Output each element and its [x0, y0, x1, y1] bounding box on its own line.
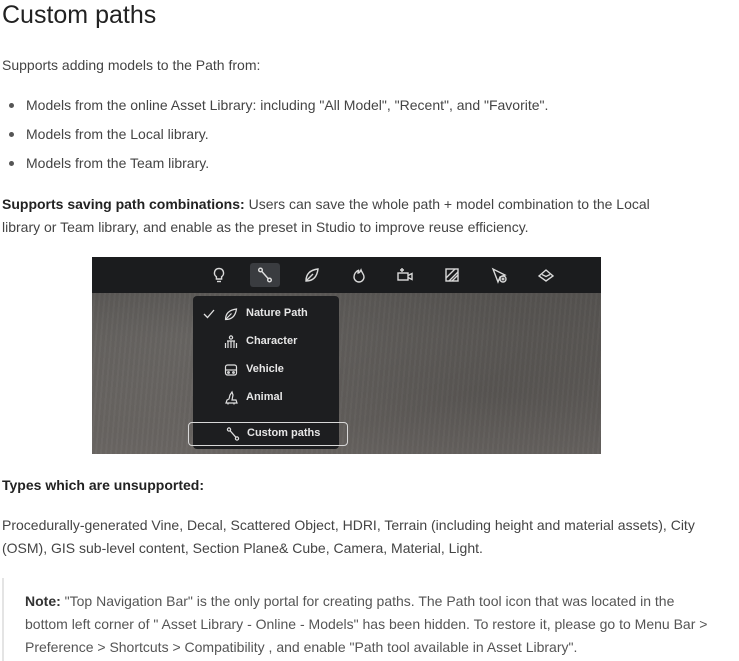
- vehicle-icon: [223, 362, 239, 378]
- save-label: Supports saving path combinations:: [2, 196, 245, 212]
- bulb-icon[interactable]: [204, 263, 234, 287]
- unsupported-heading: [2, 474, 204, 497]
- camera-add-icon[interactable]: [390, 263, 420, 287]
- fire-icon[interactable]: [344, 263, 374, 287]
- menu-item-nature-path[interactable]: [193, 303, 339, 325]
- menu-item-label: Character: [246, 335, 298, 347]
- note-text: "Top Navigation Bar" is the only portal for creating paths. The Path tool icon that was located in the bottom left corner of " Asset Library - Online - Models" has been hidden. To restore it, please go to Menu Bar > Preference > Shortcuts > Compatibility , and enable "Path tool available in Asset Library".: [25, 593, 708, 655]
- path-type-menu: [193, 296, 339, 449]
- source-list: [0, 94, 548, 181]
- path-icon: [225, 426, 241, 442]
- unsupported-heading-text: Types which are unsupported:: [2, 477, 204, 493]
- menu-item-animal[interactable]: [193, 387, 339, 409]
- note-callout: [2, 578, 739, 661]
- page-title: Custom paths: [2, 1, 157, 29]
- save-paragraph: [2, 193, 682, 239]
- menu-item-label: Nature Path: [246, 307, 308, 319]
- path-icon[interactable]: [250, 263, 280, 287]
- cursor-add-icon[interactable]: [484, 263, 514, 287]
- list-item: Models from the Team library.: [0, 152, 548, 181]
- section-icon[interactable]: [437, 263, 467, 287]
- menu-item-label: Vehicle: [246, 363, 284, 375]
- path-menu-screenshot: [92, 257, 601, 454]
- list-item: Models from the online Asset Library: including "All Model", "Recent", and "Favorite".: [0, 94, 548, 123]
- menu-item-character[interactable]: [193, 331, 339, 353]
- note-label: Note:: [25, 593, 61, 609]
- menu-item-label: Custom paths: [247, 427, 321, 439]
- menu-item-label: Animal: [246, 391, 283, 403]
- unsupported-types-text: Procedurally-generated Vine, Decal, Scattered Object, HDRI, Terrain (including height and material assets), City (OSM), GIS sub-level content, Section Plane& Cube, Camera, Material, Light.: [2, 517, 695, 556]
- list-item: Models from the Local library.: [0, 123, 548, 152]
- menu-item-custom-paths[interactable]: [188, 422, 348, 446]
- intro-text: Supports adding models to the Path from:: [2, 57, 261, 73]
- animal-icon: [223, 390, 239, 406]
- menu-item-vehicle[interactable]: [193, 359, 339, 381]
- check-icon: [203, 307, 215, 321]
- terrain-icon[interactable]: [531, 263, 561, 287]
- save-text: Users can save the whole path + model combination to the Local library or Team library, and enable as the preset in Studio to improve reuse efficiency.: [2, 196, 650, 235]
- character-icon: [223, 334, 239, 350]
- leaf-icon[interactable]: [297, 263, 327, 287]
- leaf-icon: [223, 306, 239, 322]
- top-toolbar: [92, 257, 601, 293]
